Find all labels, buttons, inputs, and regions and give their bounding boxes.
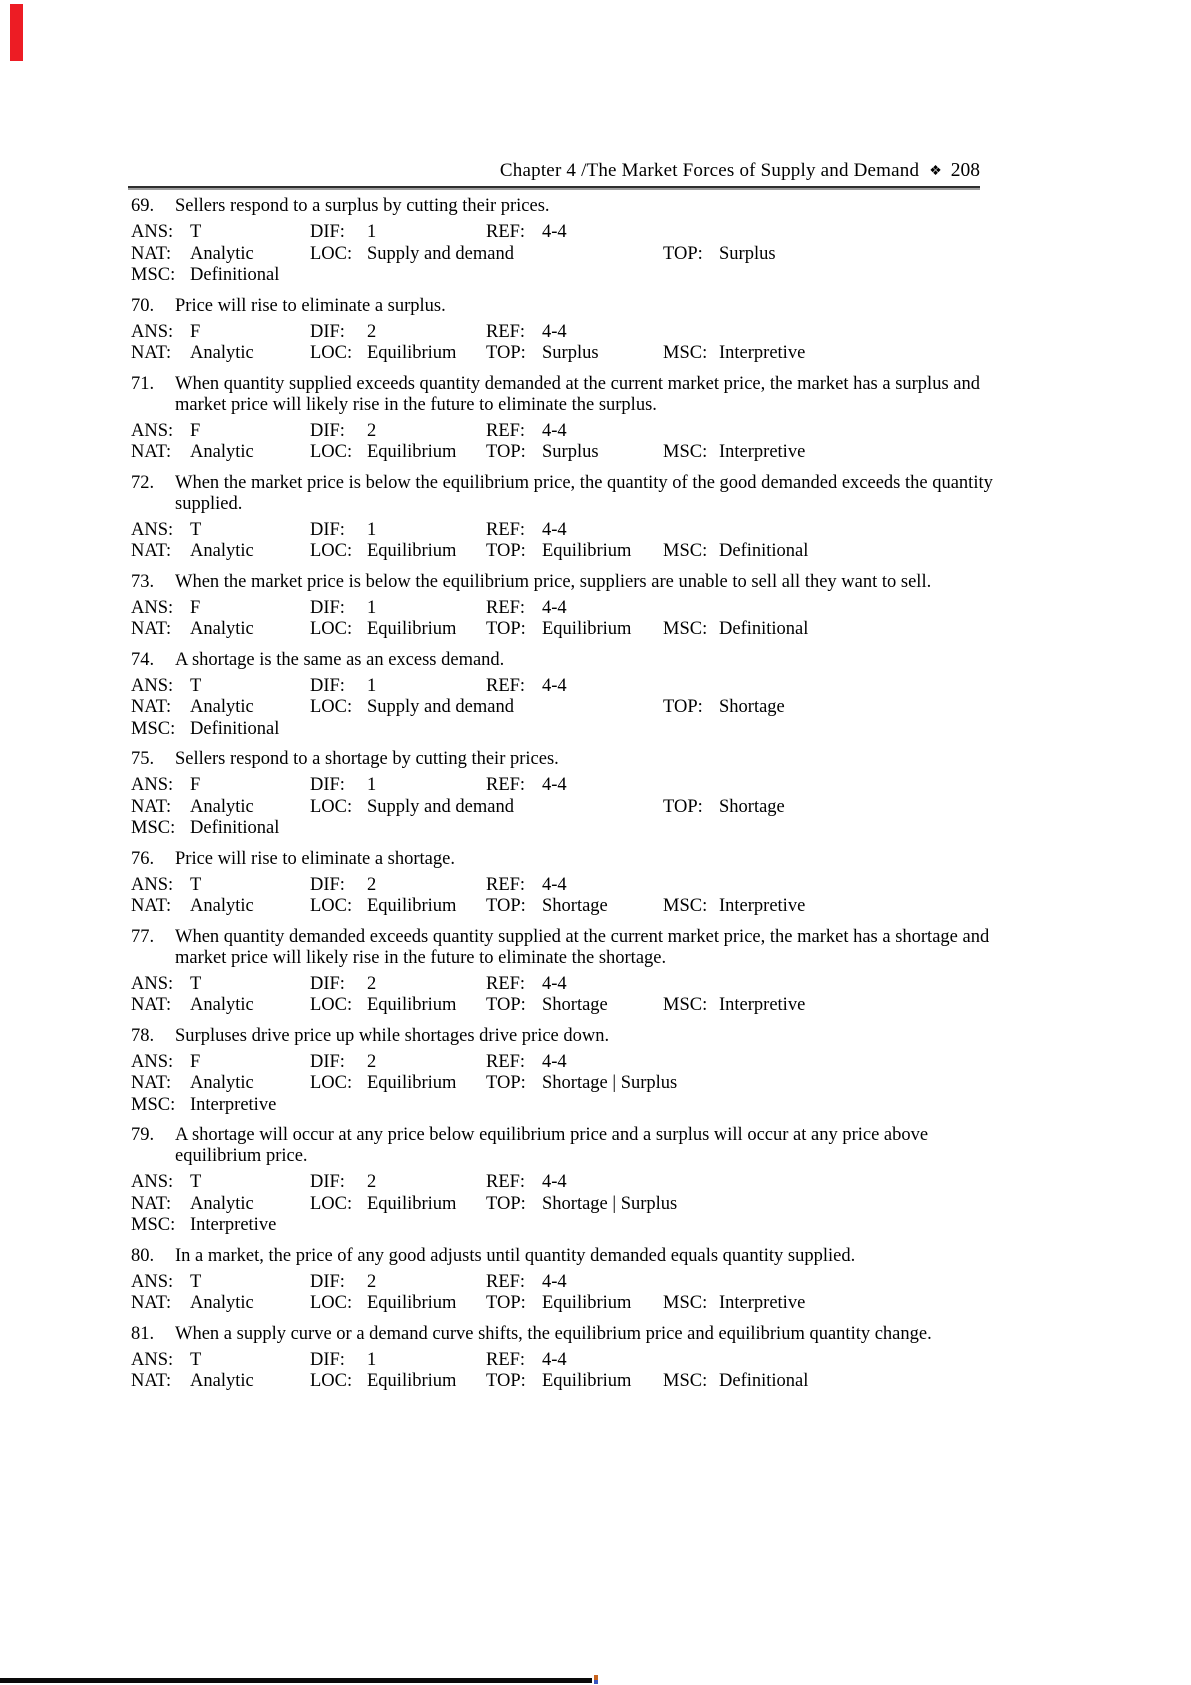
meta-label: REF: — [486, 874, 526, 895]
meta-label: DIF: — [310, 1172, 345, 1192]
meta-label: MSC: — [663, 442, 708, 462]
meta-value: Analytic — [190, 796, 254, 817]
meta-row — [131, 520, 983, 542]
question-text-line: When a supply curve or a demand curve shifts, the equilibrium price and equilibrium quantity change. — [175, 1323, 932, 1344]
question-number: 72. — [131, 472, 155, 493]
meta-value: Equilibrium — [367, 1193, 457, 1214]
question — [131, 472, 993, 515]
meta-row — [131, 1172, 983, 1194]
red-marker — [10, 4, 23, 61]
question-meta — [131, 322, 983, 365]
meta-row — [131, 974, 983, 996]
meta-value: Shortage — [719, 796, 785, 817]
meta-label: TOP: — [486, 896, 526, 916]
question — [131, 1324, 983, 1345]
meta-value: Analytic — [190, 1293, 254, 1313]
question-text-line: supplied. — [175, 493, 243, 514]
meta-value: Equilibrium — [542, 541, 632, 561]
meta-row — [131, 222, 983, 244]
meta-label: NAT: — [131, 343, 172, 363]
meta-value: F — [190, 775, 201, 795]
meta-value: Analytic — [190, 896, 254, 916]
meta-label: MSC: — [663, 1371, 708, 1391]
meta-value: T — [190, 1271, 202, 1292]
meta-value: 2 — [367, 1051, 377, 1072]
meta-row — [131, 818, 983, 840]
question-meta — [131, 676, 983, 741]
question — [131, 572, 983, 593]
meta-label: DIF: — [310, 675, 345, 696]
question-text-line: Sellers respond to a surplus by cutting their prices. — [175, 196, 550, 216]
question-text-line: Surpluses drive price up while shortages drive price down. — [175, 1025, 610, 1046]
meta-label: LOC: — [310, 896, 353, 916]
question — [131, 849, 983, 870]
meta-value: 2 — [367, 1172, 377, 1192]
meta-label: DIF: — [310, 597, 345, 618]
meta-label: REF: — [486, 519, 526, 540]
question-number: 73. — [131, 571, 155, 592]
meta-value: 4-4 — [542, 321, 567, 342]
question-text-line: A shortage will occur at any price below equilibrium price and a surplus will occur at any price above — [175, 1125, 929, 1145]
meta-label: ANS: — [131, 1271, 174, 1292]
meta-label: MSC: — [131, 265, 176, 285]
question-text-line: When the market price is below the equilibrium price, suppliers are unable to sell all they want to sell. — [175, 571, 932, 592]
diamond-ornament-icon: ❖ — [929, 164, 942, 179]
meta-label: NAT: — [131, 995, 172, 1015]
question-block — [131, 1125, 983, 1237]
question-text-line: Sellers respond to a shortage by cutting their prices. — [175, 749, 559, 769]
meta-value: Analytic — [190, 1371, 254, 1391]
question-number: 69. — [131, 196, 155, 216]
question-block — [131, 196, 983, 287]
meta-value: Shortage — [542, 896, 608, 916]
meta-label: MSC: — [663, 343, 708, 363]
meta-row — [131, 244, 983, 266]
meta-label: NAT: — [131, 243, 172, 264]
question-meta — [131, 421, 983, 464]
meta-label: ANS: — [131, 874, 174, 895]
meta-label: MSC: — [131, 818, 176, 838]
meta-row — [131, 1095, 983, 1117]
meta-label: MSC: — [131, 1215, 176, 1235]
meta-value: Interpretive — [719, 995, 806, 1015]
meta-row — [131, 1073, 983, 1095]
question-block — [131, 296, 983, 365]
meta-label: ANS: — [131, 775, 174, 795]
meta-value: Equilibrium — [367, 1371, 457, 1391]
question — [131, 196, 983, 217]
meta-label: ANS: — [131, 973, 174, 994]
meta-label: TOP: — [486, 442, 526, 462]
meta-label: NAT: — [131, 541, 172, 561]
meta-label: MSC: — [131, 718, 176, 739]
meta-value: 1 — [367, 519, 377, 540]
meta-row — [131, 896, 983, 918]
meta-label: LOC: — [310, 442, 353, 462]
question-block — [131, 1026, 983, 1117]
question-text-line: In a market, the price of any good adjusts until quantity demanded equals quantity supplied. — [175, 1245, 856, 1266]
meta-row — [131, 541, 983, 563]
meta-value: Definitional — [719, 1371, 809, 1391]
question-number: 80. — [131, 1245, 155, 1266]
meta-value: 4-4 — [542, 420, 567, 441]
meta-value: 1 — [367, 675, 377, 696]
meta-label: NAT: — [131, 1193, 172, 1214]
meta-label: DIF: — [310, 1051, 345, 1072]
meta-value: Equilibrium — [542, 1293, 632, 1313]
meta-label: DIF: — [310, 973, 345, 994]
meta-row — [131, 697, 983, 719]
question-meta — [131, 1350, 983, 1393]
question — [131, 1125, 983, 1167]
meta-label: NAT: — [131, 796, 172, 817]
question-block — [131, 374, 983, 464]
meta-label: DIF: — [310, 420, 345, 441]
questions-list — [131, 196, 993, 1402]
meta-label: REF: — [486, 675, 526, 696]
meta-value: F — [190, 321, 201, 342]
meta-label: NAT: — [131, 697, 172, 717]
meta-label: NAT: — [131, 619, 172, 639]
meta-label: LOC: — [310, 541, 353, 561]
meta-value: Equilibrium — [367, 343, 457, 363]
footer-artifact — [594, 1675, 598, 1684]
meta-row — [131, 322, 983, 344]
meta-value: 4-4 — [542, 519, 567, 540]
meta-label: REF: — [486, 973, 526, 994]
meta-value: Definitional — [190, 265, 280, 285]
question-meta — [131, 875, 983, 918]
meta-value: Analytic — [190, 1193, 254, 1214]
meta-label: ANS: — [131, 597, 174, 618]
meta-value: T — [190, 222, 202, 242]
meta-label: ANS: — [131, 675, 174, 696]
meta-label: NAT: — [131, 442, 172, 462]
meta-value: Interpretive — [719, 442, 806, 462]
meta-label: REF: — [486, 1172, 526, 1192]
question-text-line: When quantity demanded exceeds quantity supplied at the current market price, the market has a shortage and — [175, 926, 990, 947]
question-text-line: When the market price is below the equilibrium price, the quantity of the good demanded exceeds the quantity — [175, 472, 993, 493]
meta-value: Equilibrium — [367, 541, 457, 561]
meta-label: NAT: — [131, 1293, 172, 1313]
meta-value: Analytic — [190, 995, 254, 1015]
meta-value: Equilibrium — [367, 1073, 457, 1093]
meta-label: LOC: — [310, 1073, 353, 1093]
question-text-line: market price will likely rise in the future to eliminate the surplus. — [175, 394, 657, 415]
question-text-line: Price will rise to eliminate a shortage. — [175, 848, 455, 869]
meta-value: Supply and demand — [367, 697, 514, 717]
question-block — [131, 650, 983, 741]
meta-label: REF: — [486, 1349, 526, 1370]
question-meta — [131, 222, 983, 287]
question-meta — [131, 1052, 983, 1117]
meta-row — [131, 1194, 983, 1216]
meta-value: Analytic — [190, 243, 254, 264]
meta-row — [131, 797, 983, 819]
question — [131, 1246, 983, 1267]
meta-row — [131, 875, 983, 897]
meta-value: 4-4 — [542, 597, 567, 618]
meta-label: DIF: — [310, 775, 345, 795]
meta-row — [131, 719, 983, 741]
meta-value: 2 — [367, 973, 377, 994]
meta-value: Interpretive — [719, 343, 806, 363]
meta-row — [131, 1293, 983, 1315]
meta-label: TOP: — [663, 796, 703, 817]
meta-label: LOC: — [310, 1293, 353, 1313]
page-header — [128, 160, 980, 183]
meta-value: Interpretive — [190, 1215, 277, 1235]
meta-label: TOP: — [486, 995, 526, 1015]
meta-value: Definitional — [719, 619, 809, 639]
meta-label: LOC: — [310, 697, 353, 717]
meta-label: TOP: — [486, 1073, 526, 1093]
meta-value: Definitional — [719, 541, 809, 561]
question-number: 71. — [131, 373, 155, 394]
meta-value: 1 — [367, 1349, 377, 1370]
meta-value: Interpretive — [719, 1293, 806, 1313]
meta-label: LOC: — [310, 796, 353, 817]
meta-value: F — [190, 1051, 201, 1072]
meta-label: REF: — [486, 420, 526, 441]
meta-value: T — [190, 874, 202, 895]
meta-value: Analytic — [190, 697, 254, 717]
question-number: 79. — [131, 1125, 155, 1145]
meta-label: ANS: — [131, 519, 174, 540]
meta-label: MSC: — [663, 1293, 708, 1313]
meta-row — [131, 442, 983, 464]
header-page-number: 208 — [950, 160, 980, 181]
meta-label: LOC: — [310, 619, 353, 639]
question-number: 75. — [131, 749, 155, 769]
meta-label: TOP: — [486, 619, 526, 639]
meta-label: NAT: — [131, 1073, 172, 1093]
meta-label: NAT: — [131, 1371, 172, 1391]
meta-value: 4-4 — [542, 973, 567, 994]
meta-value: Interpretive — [190, 1094, 277, 1115]
meta-label: LOC: — [310, 343, 353, 363]
question-block — [131, 926, 990, 1017]
meta-row — [131, 619, 983, 641]
meta-label: MSC: — [663, 995, 708, 1015]
meta-label: ANS: — [131, 321, 174, 342]
question-block — [131, 849, 983, 918]
question-meta — [131, 598, 983, 641]
question-number: 78. — [131, 1025, 155, 1046]
question-meta — [131, 974, 983, 1017]
meta-label: DIF: — [310, 222, 345, 242]
meta-value: Surplus — [719, 243, 776, 264]
footer-bar — [0, 1678, 592, 1683]
meta-row — [131, 1272, 983, 1294]
meta-row — [131, 598, 983, 620]
meta-row — [131, 775, 983, 797]
meta-row — [131, 343, 983, 365]
meta-label: LOC: — [310, 995, 353, 1015]
question-text-line: equilibrium price. — [175, 1146, 308, 1166]
meta-row — [131, 1371, 983, 1393]
meta-value: 2 — [367, 874, 377, 895]
meta-value: 4-4 — [542, 775, 567, 795]
meta-row — [131, 265, 983, 287]
meta-value: Equilibrium — [367, 995, 457, 1015]
meta-value: F — [190, 597, 201, 618]
meta-label: TOP: — [663, 243, 703, 264]
meta-row — [131, 421, 983, 443]
meta-label: REF: — [486, 1271, 526, 1292]
meta-value: Analytic — [190, 1073, 254, 1093]
meta-row — [131, 676, 983, 698]
meta-value: 1 — [367, 222, 377, 242]
question-block — [131, 572, 983, 641]
meta-row — [131, 995, 983, 1017]
meta-value: Equilibrium — [367, 1293, 457, 1313]
meta-label: TOP: — [486, 1193, 526, 1214]
meta-label: REF: — [486, 222, 526, 242]
meta-label: MSC: — [131, 1094, 176, 1115]
question-block — [131, 1324, 983, 1393]
meta-label: LOC: — [310, 1193, 353, 1214]
meta-label: NAT: — [131, 896, 172, 916]
question-meta — [131, 775, 983, 840]
meta-value: Shortage | Surplus — [542, 1073, 678, 1093]
meta-label: MSC: — [663, 541, 708, 561]
meta-value: 4-4 — [542, 1349, 567, 1370]
question — [131, 749, 983, 770]
meta-label: ANS: — [131, 420, 174, 441]
question — [131, 296, 983, 317]
meta-value: Supply and demand — [367, 796, 514, 817]
meta-label: MSC: — [663, 619, 708, 639]
meta-label: DIF: — [310, 1349, 345, 1370]
meta-value: 1 — [367, 775, 377, 795]
question-meta — [131, 520, 983, 563]
meta-row — [131, 1350, 983, 1372]
question-text-line: A shortage is the same as an excess demand. — [175, 649, 505, 670]
meta-value: Analytic — [190, 541, 254, 561]
question-number: 81. — [131, 1323, 155, 1344]
question-meta — [131, 1172, 983, 1237]
question — [131, 1026, 983, 1047]
question-number: 70. — [131, 295, 155, 316]
meta-value: 4-4 — [542, 222, 567, 242]
question — [131, 650, 983, 671]
meta-value: 2 — [367, 321, 377, 342]
meta-value: Equilibrium — [367, 896, 457, 916]
header-rule — [128, 186, 980, 190]
meta-value: T — [190, 519, 202, 540]
question-block — [131, 749, 983, 840]
meta-label: DIF: — [310, 321, 345, 342]
question-text-line: market price will likely rise in the future to eliminate the shortage. — [175, 947, 667, 968]
meta-value: Interpretive — [719, 896, 806, 916]
meta-value: Analytic — [190, 619, 254, 639]
question — [131, 374, 983, 416]
meta-label: TOP: — [486, 541, 526, 561]
meta-value: 4-4 — [542, 1172, 567, 1192]
meta-value: F — [190, 420, 201, 441]
meta-label: LOC: — [310, 1371, 353, 1391]
meta-value: Surplus — [542, 343, 599, 363]
meta-label: DIF: — [310, 1271, 345, 1292]
meta-label: REF: — [486, 321, 526, 342]
meta-label: TOP: — [486, 343, 526, 363]
header-title: Chapter 4 /The Market Forces of Supply and Demand — [499, 160, 920, 181]
question-number: 74. — [131, 649, 155, 670]
meta-label: MSC: — [663, 896, 708, 916]
meta-value: 2 — [367, 420, 377, 441]
meta-label: DIF: — [310, 519, 345, 540]
meta-value: Equilibrium — [542, 1371, 632, 1391]
question-meta — [131, 1272, 983, 1315]
meta-value: Definitional — [190, 818, 280, 838]
meta-label: TOP: — [486, 1293, 526, 1313]
meta-label: ANS: — [131, 1349, 174, 1370]
meta-label: DIF: — [310, 874, 345, 895]
meta-value: Equilibrium — [367, 442, 457, 462]
meta-value: T — [190, 973, 202, 994]
meta-value: Supply and demand — [367, 243, 514, 264]
question-block — [131, 472, 993, 563]
meta-label: TOP: — [663, 697, 703, 717]
meta-label: ANS: — [131, 1172, 174, 1192]
meta-value: Analytic — [190, 442, 254, 462]
meta-label: REF: — [486, 775, 526, 795]
meta-value: 4-4 — [542, 1051, 567, 1072]
meta-value: 1 — [367, 597, 377, 618]
question-text-line: Price will rise to eliminate a surplus. — [175, 295, 446, 316]
meta-label: TOP: — [486, 1371, 526, 1391]
meta-value: Analytic — [190, 343, 254, 363]
meta-value: Equilibrium — [367, 619, 457, 639]
meta-value: T — [190, 675, 202, 696]
meta-value: 4-4 — [542, 1271, 567, 1292]
meta-value: 2 — [367, 1271, 377, 1292]
question — [131, 926, 990, 969]
question-number: 77. — [131, 926, 155, 947]
meta-value: Shortage — [719, 697, 785, 717]
meta-label: ANS: — [131, 222, 174, 242]
meta-value: Shortage — [542, 995, 608, 1015]
meta-row — [131, 1215, 983, 1237]
meta-value: T — [190, 1349, 202, 1370]
meta-label: LOC: — [310, 243, 353, 264]
question-block — [131, 1246, 983, 1315]
meta-value: Shortage | Surplus — [542, 1193, 678, 1214]
meta-value: Equilibrium — [542, 619, 632, 639]
meta-value: T — [190, 1172, 202, 1192]
meta-label: ANS: — [131, 1051, 174, 1072]
meta-label: REF: — [486, 597, 526, 618]
question-number: 76. — [131, 848, 155, 869]
meta-value: Definitional — [190, 718, 280, 739]
meta-label: REF: — [486, 1051, 526, 1072]
meta-value: 4-4 — [542, 874, 567, 895]
meta-row — [131, 1052, 983, 1074]
meta-value: 4-4 — [542, 675, 567, 696]
question-text-line: When quantity supplied exceeds quantity demanded at the current market price, the market has a surplus and — [175, 373, 980, 394]
meta-value: Surplus — [542, 442, 599, 462]
